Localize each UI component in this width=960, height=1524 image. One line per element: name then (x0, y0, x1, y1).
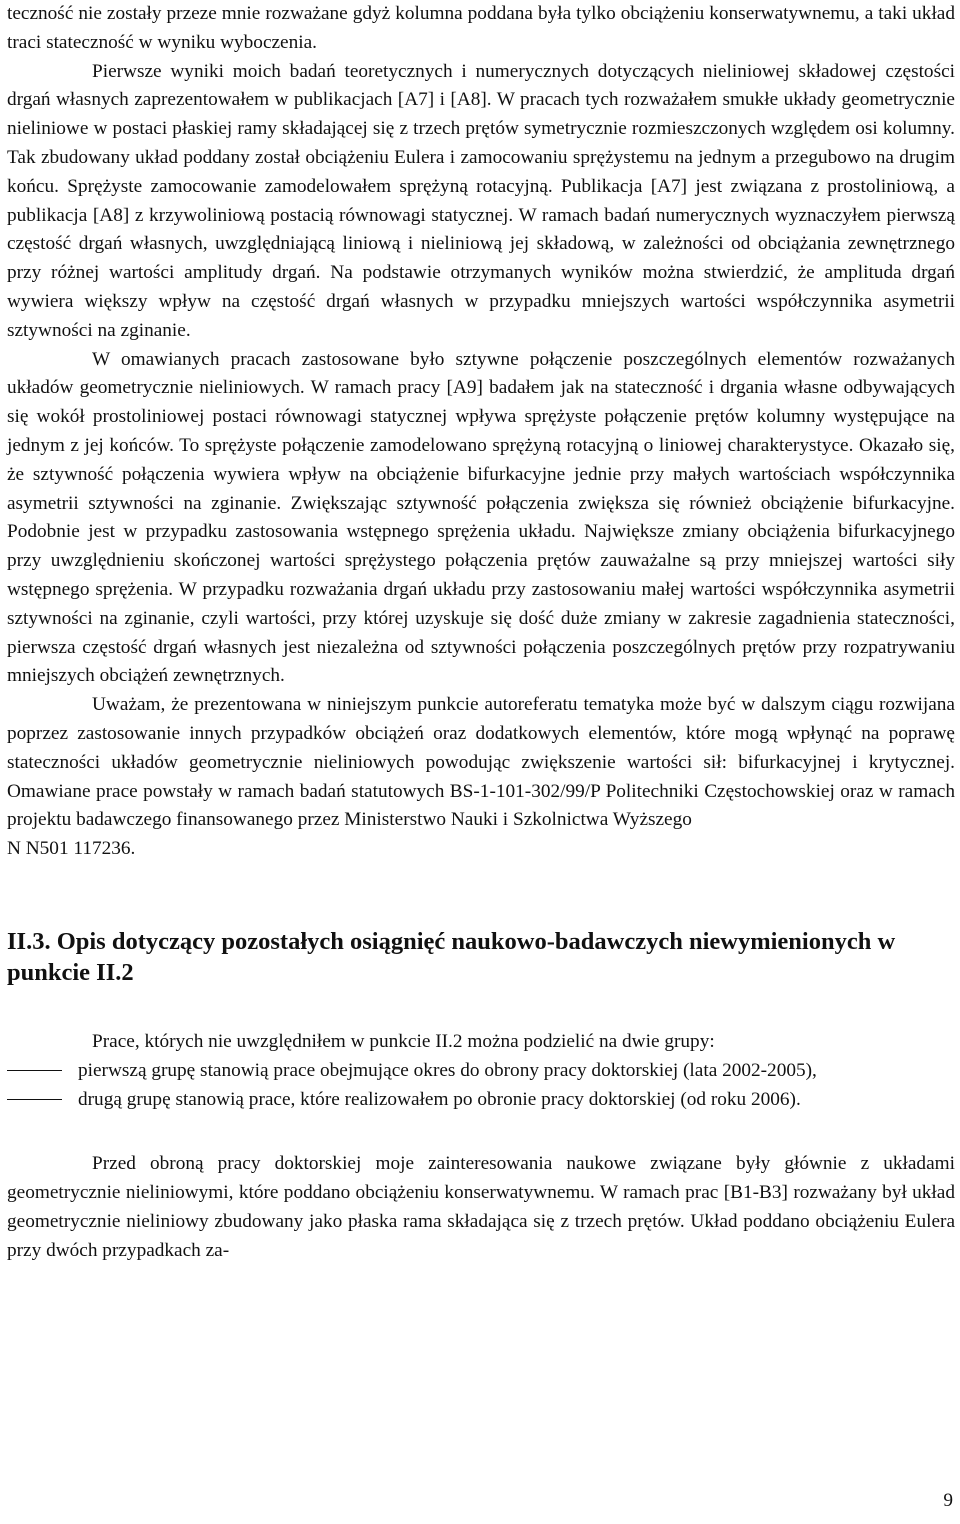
paragraph-continuation: teczność nie zostały przeze mnie rozważane gdyż kolumna poddana była tylko obciążeniu konserwatywnemu, a taki układ traci stateczność w wyniku wyboczenia. (7, 3, 955, 53)
page-number: 9 (943, 1490, 953, 1511)
dash-bullet-icon (7, 1099, 62, 1101)
list-item (7, 1057, 955, 1086)
paragraph-before-doctorate: Przed obroną pracy doktorskiej moje zainteresowania naukowe związane były głównie z układami geometrycznie nieliniowymi, które poddano obciążeniu konserwatywnemu. W ramach prac [B1-B3] rozważany był układ geometrycznie nieliniowy zbudowany jako płaska rama składająca się z trzech prętów. Układ poddano obciążeniu Eulera przy dwóch przypadkach za- (7, 1153, 955, 1261)
list-item-text: drugą grupę stanowią prace, które realizowałem po obronie pracy doktorskiej (od roku 2006). (78, 1088, 801, 1110)
list-item-text: pierwszą grupę stanowią prace obejmujące okres do obrony pracy doktorskiej (lata 2002-2005), (78, 1059, 817, 1081)
document-page (7, 0, 955, 1265)
dash-bullet-icon (7, 1070, 62, 1072)
project-number: N N501 117236. (7, 838, 136, 860)
paragraph-nonlinear-frequency: Pierwsze wyniki moich badań teoretycznych i numerycznych dotyczących nieliniowej składowej częstości drgań własnych zaprezentowałem w publikacjach [A7] i [A8]. W pracach tych rozważałem smukłe układy geometrycznie nieliniowe w postaci płaskiej ramy składającej się z trzech prętów symetrycznie rozmieszczonych względem osi kolumny. Tak zbudowany układ poddany został obciążeniu Eulera i zamocowaniu sprężystemu na jednym a przegubowo na drugim końcu. Sprężyste zamocowanie zamodelowałem sprężyną rotacyjną. Publikacja [A7] jest związana z prostoliniową, a publikacja [A8] z krzywoliniową postacią równowagi statycznej. W ramach badań numerycznych wyznaczyłem pierwszą częstość drgań własnych, uwzględniającą liniową i nieliniową jej składową, w zależności od obciążania zewnętrznego przy różnej wartości amplitudy drgań. Na podstawie otrzymanych wyników można stwierdzić, że amplituda drgań wywiera większy wpływ na częstość drgań własnych w przypadku mniejszych wartości współczynnika asymetrii sztywności na zginanie. (7, 60, 955, 341)
list-item (7, 1086, 955, 1115)
section-intro: Prace, których nie uwzględniłem w punkcie II.2 można podzielić na dwie grupy: (92, 1030, 715, 1052)
section-heading: II.3. Opis dotyczący pozostałych osiągnięć naukowo-badawczych niewymienionych w punkcie II.2 (7, 927, 896, 986)
paragraph-elastic-connection: W omawianych pracach zastosowane było sztywne połączenie poszczególnych elementów rozważanych układów geometrycznie nieliniowych. W ramach pracy [A9] badałem jak na stateczność i drgania własne odbywających się wokół prostoliniowej postaci równowagi statycznej wpływa sprężyste połączenie prętów kolumny występujące na jednym z jej końców. To sprężyste połączenie zamodelowano sprężyną rotacyjną o liniowej charakterystyce. Okazało się, że sztywność połączenia wywiera wpływ na obciążenie bifurkacyjne jednie przy małych wartościach współczynnika asymetrii sztywności na zginanie. Zwiększając sztywność połączenia zwiększa się również obciążenie bifurkacyjne. Podobnie jest w przypadku zastosowania wstępnego sprężenia układu. Największe zmiany obciążenia bifurkacyjnego przy uwzględnieniu skończonej wartości sprężystego połączenia prętów zauważalne są przy mniejszej wartości siły wstępnego sprężenia. W przypadku rozważania drgań układu przy zastosowaniu małej wartości współczynnika asymetrii sztywności na zginanie, czyli wartości, przy której uzyskuje się dość duże zmiany w zakresie zagadnienia stateczności, pierwsza częstość drgań własnych jest niezależna od sztywności połączenia poszczególnych prętów przy rozpatrywaniu mniejszych obciążeń zewnętrznych. (7, 348, 955, 687)
group-list (7, 1057, 955, 1115)
paragraph-further-research: Uważam, że prezentowana w niniejszym punkcie autoreferatu tematyka może być w dalszym ciągu rozwijana poprzez zastosowanie innych przypadków obciążeń oraz dodatkowych elementów, które mogą wpłynąć na poprawę stateczności układów geometrycznie nieliniowych powodując zwiększenie wartości sił: bifurkacyjnej i krytycznej. Omawiane prace powstały w ramach badań statutowych BS-1-101-302/99/P Politechniki Częstochowskiej oraz w ramach projektu badawczego finansowanego przez Ministerstwo Nauki i Szkolnictwa Wyższego (7, 694, 955, 831)
